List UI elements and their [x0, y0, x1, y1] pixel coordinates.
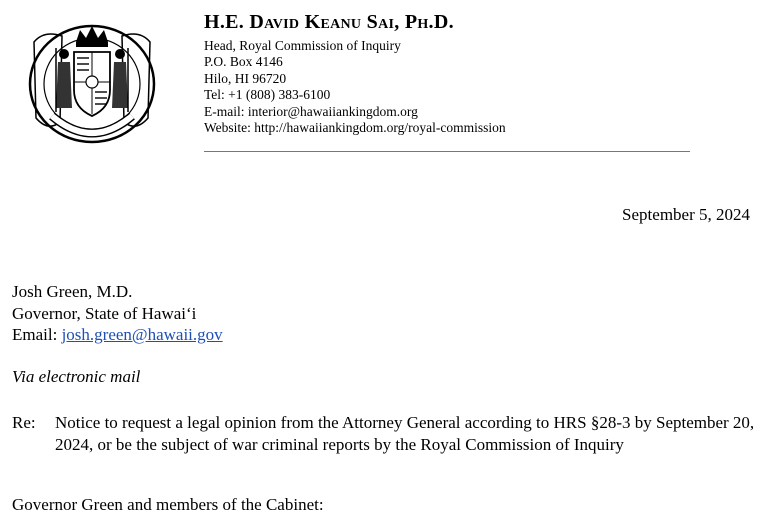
delivery-method: Via electronic mail: [12, 367, 141, 386]
author-name: H.E. David Keanu Sai, Ph.D.: [204, 11, 454, 33]
letter-date: September 5, 2024: [622, 205, 750, 224]
recipient-name: Josh Green, M.D.: [12, 282, 133, 301]
letterhead-divider: [204, 151, 690, 152]
website-line: Website: http://hawaiiankingdom.org/royal-commission: [204, 120, 506, 136]
telephone: Tel: +1 (808) 383-6100: [204, 87, 331, 103]
email-line: E-mail: interior@hawaiiankingdom.org: [204, 103, 418, 119]
author-title: Head, Royal Commission of Inquiry: [204, 38, 401, 53]
letterhead: [204, 10, 694, 136]
coat-of-arms-seal: [22, 12, 162, 152]
recipient-title: Governor, State of Hawai‘i: [12, 303, 197, 323]
hawaiian-kingdom-coat-of-arms-icon: [22, 12, 162, 152]
subject-block: [12, 412, 757, 455]
po-box: P.O. Box 4146: [204, 54, 283, 70]
salutation: Governor Green and members of the Cabinet:: [12, 495, 324, 514]
recipient-block: [12, 281, 223, 346]
recipient-email-row: [12, 324, 223, 346]
subject-label: Re:: [12, 413, 36, 432]
city: Hilo, HI 96720: [204, 70, 287, 86]
recipient-email-link[interactable]: josh.green@hawaii.gov: [61, 325, 223, 344]
email-label: Email:: [12, 325, 62, 344]
subject-text: Notice to request a legal opinion from the Attorney General according to HRS §28-3 by September 20, 2024, or be the subject of war criminal reports by the Royal Commission of Inquiry: [55, 413, 755, 454]
